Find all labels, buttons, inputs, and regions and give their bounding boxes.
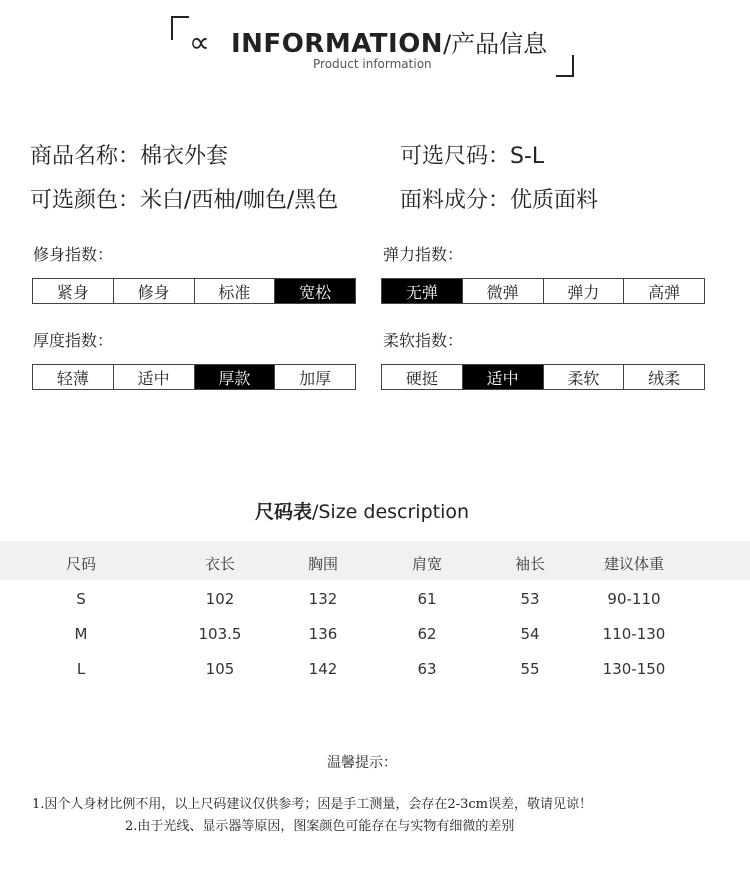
section-subtitle: Product information [313, 57, 432, 71]
product-colors: 可选颜色：米白/西柚/咖色/黑色 [30, 188, 339, 213]
fit-index-option: 标准 [195, 279, 276, 303]
softness-index-option: 绒柔 [648, 368, 681, 388]
size-table-cell: 53 [520, 590, 540, 608]
size-table-header-row [0, 541, 750, 580]
softness-index-option: 适中 [463, 365, 544, 389]
softness-index-label: 柔软指数： [383, 331, 464, 350]
thickness-index-option: 加厚 [299, 368, 332, 388]
size-table-cell: 105 [205, 660, 235, 678]
fit-index-label: 修身指数： [33, 245, 114, 264]
softness-index-option: 硬挺 [382, 365, 463, 389]
size-table-cell: 130-150 [602, 660, 666, 678]
size-table-cell: 142 [308, 660, 338, 678]
size-table-cell: 136 [308, 625, 338, 643]
size-table-cell: 102 [205, 590, 235, 608]
elastic-index-label: 弹力指数： [383, 245, 464, 264]
fit-index-option: 紧身 [33, 279, 114, 303]
elastic-index-option: 高弹 [648, 282, 681, 302]
thickness-index-option: 轻薄 [33, 365, 114, 389]
size-table-cell: 54 [520, 625, 540, 643]
size-table-cell: 63 [417, 660, 437, 678]
product-name: 商品名称：棉衣外套 [30, 144, 229, 169]
size-table-header: 衣长 [204, 555, 235, 573]
size-table-cell: M [74, 625, 88, 643]
thickness-index-label: 厚度指数： [33, 331, 114, 350]
size-table-header: 尺码 [65, 555, 96, 573]
note-item-2: 2.由于光线、显示器等原因，图案颜色可能存在与实物有细微的差别 [125, 819, 515, 834]
product-fabric: 面料成分：优质面料 [400, 188, 599, 213]
size-table-header: 袖长 [514, 555, 545, 573]
size-table-cell: 103.5 [198, 625, 242, 643]
size-table-header: 建议体重 [603, 555, 664, 573]
softness-index-scale [381, 364, 705, 390]
size-table-header: 胸围 [307, 555, 338, 573]
fit-index-option: 宽松 [275, 279, 355, 303]
note-item-1: 1.因个人身材比例不用，以上尺码建议仅供参考；因是手工测量，会存在2-3cm误差，敬请见谅！ [32, 797, 592, 812]
header-bracket-top-left [171, 16, 189, 40]
thickness-index-option: 适中 [114, 365, 195, 389]
product-sizes: 可选尺码：S-L [400, 144, 545, 169]
elastic-index-option: 微弹 [463, 279, 544, 303]
size-chart-title-en: /Size description [311, 501, 470, 523]
fit-index-option: 修身 [114, 279, 195, 303]
thickness-index-option: 厚款 [195, 365, 276, 389]
fit-index-scale [32, 278, 356, 304]
size-table-cell: 132 [308, 590, 338, 608]
elastic-index-scale [381, 278, 705, 304]
size-chart-title [0, 497, 724, 524]
size-table-cell: 90-110 [607, 590, 661, 608]
header-bracket-bottom-right [556, 55, 574, 77]
size-table-cell: L [76, 660, 86, 678]
size-table-cell: 110-130 [602, 625, 666, 643]
section-title-en: INFORMATION [231, 29, 444, 59]
size-table-header: 肩宽 [411, 555, 442, 573]
thickness-index-scale [32, 364, 356, 390]
size-chart-title-cn: 尺码表 [254, 501, 312, 523]
elastic-index-option: 弹力 [544, 279, 625, 303]
size-table-cell: 55 [520, 660, 540, 678]
size-table-cell: S [76, 590, 86, 608]
size-table-cell: 62 [417, 625, 437, 643]
proportional-symbol-icon: ∝ [189, 25, 210, 59]
notes-title: 温馨提示： [327, 755, 397, 771]
elastic-index-option: 无弹 [382, 279, 463, 303]
size-table-cell: 61 [417, 590, 437, 608]
softness-index-option: 柔软 [544, 365, 625, 389]
section-title-cn: /产品信息 [443, 30, 548, 58]
